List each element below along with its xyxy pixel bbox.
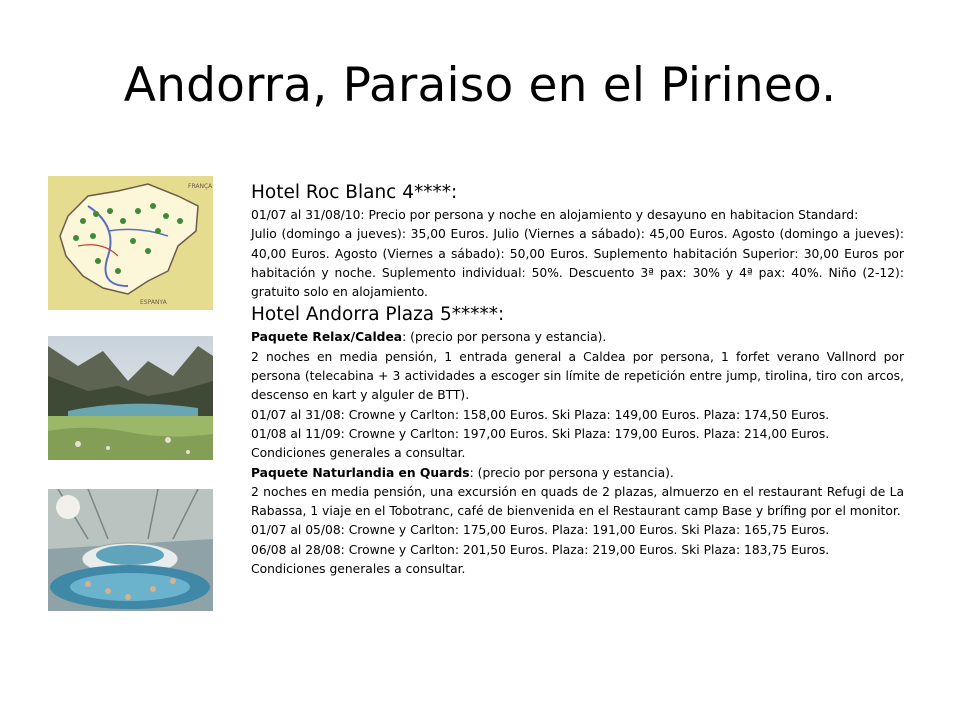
hotel-roc-blanc-prices: Julio (domingo a jueves): 35,00 Euros. Julio (Viernes a sábado): 45,00 Euros. Agosto (domingo a jueves): 40,00 Euros. Agosto (Viernes a sábado): 50,00 Euros. Suplemento habitación Superior: 30,00 Euros por habitación y noche. Suplemento individual: 50%. Descuento 3ª pax: 30% y 4ª pax: 40%. Niño (2-12): gratuito solo en alojamiento.	[251, 227, 904, 300]
package-relax-title	[251, 328, 904, 347]
package-naturlandia-suffix: : (precio por persona y estancia).	[469, 465, 674, 480]
caldea-spa-image	[48, 489, 213, 611]
slide-title: Andorra, Paraiso en el Pirineo.	[123, 58, 837, 113]
mountain-lake-image	[48, 336, 213, 460]
package-relax-conditions: Condiciones generales a consultar.	[251, 446, 466, 461]
package-relax-description: 2 noches en media pensión, 1 entrada general a Caldea por persona, 1 forfet verano Vallnord por persona (telecabina + 3 actividades a escoger sin límite de repetición entre jump, tirolina, tiro con arcos, descenso en kart y alguler de BTT).	[251, 349, 904, 403]
package-relax-suffix: : (precio por persona y estancia).	[402, 330, 607, 345]
package-relax-name: Paquete Relax/Caldea	[251, 330, 403, 345]
package-naturlandia-price-2: 06/08 al 28/08: Crowne y Carlton: 201,50 Euros. Plaza: 219,00 Euros. Ski Plaza: 183,75 Euros.	[251, 542, 830, 557]
map-label-bottom: ESPANYA	[140, 299, 167, 306]
hotel-andorra-plaza-heading: Hotel Andorra Plaza 5*****:	[251, 304, 505, 326]
package-naturlandia-name: Paquete Naturlandia en Quards	[251, 465, 470, 480]
package-naturlandia-title	[251, 464, 904, 483]
hotel-roc-blanc-heading: Hotel Roc Blanc 4****:	[251, 182, 458, 203]
andorra-map-image	[48, 176, 213, 310]
package-naturlandia-conditions: Condiciones generales a consultar.	[251, 562, 466, 577]
package-naturlandia-price-1: 01/07 al 05/08: Crowne y Carlton: 175,00 Euros. Plaza: 191,00 Euros. Ski Plaza: 165,75 Euros.	[251, 523, 830, 538]
hotel-details	[251, 180, 904, 579]
package-relax-price-1: 01/07 al 31/08: Crowne y Carlton: 158,00 Euros. Ski Plaza: 149,00 Euros. Plaza: 174,50 Euros.	[251, 407, 830, 422]
map-label-top: FRANÇA	[188, 183, 213, 190]
hotel-roc-blanc-dates: 01/07 al 31/08/10: Precio por persona y noche en alojamiento y desayuno en habitacion Standard:	[251, 208, 859, 222]
package-relax-price-2: 01/08 al 11/09: Crowne y Carlton: 197,00 Euros. Ski Plaza: 179,00 Euros. Plaza: 214,00 Euros.	[251, 426, 830, 441]
package-naturlandia-description: 2 noches en media pensión, una excursión en quads de 2 plazas, almuerzo en el restaurant Refugi de La Rabassa, 1 viaje en el Tobotranc, café de bienvenida en el Restaurant camp Base y brífing por el monitor.	[251, 484, 904, 519]
